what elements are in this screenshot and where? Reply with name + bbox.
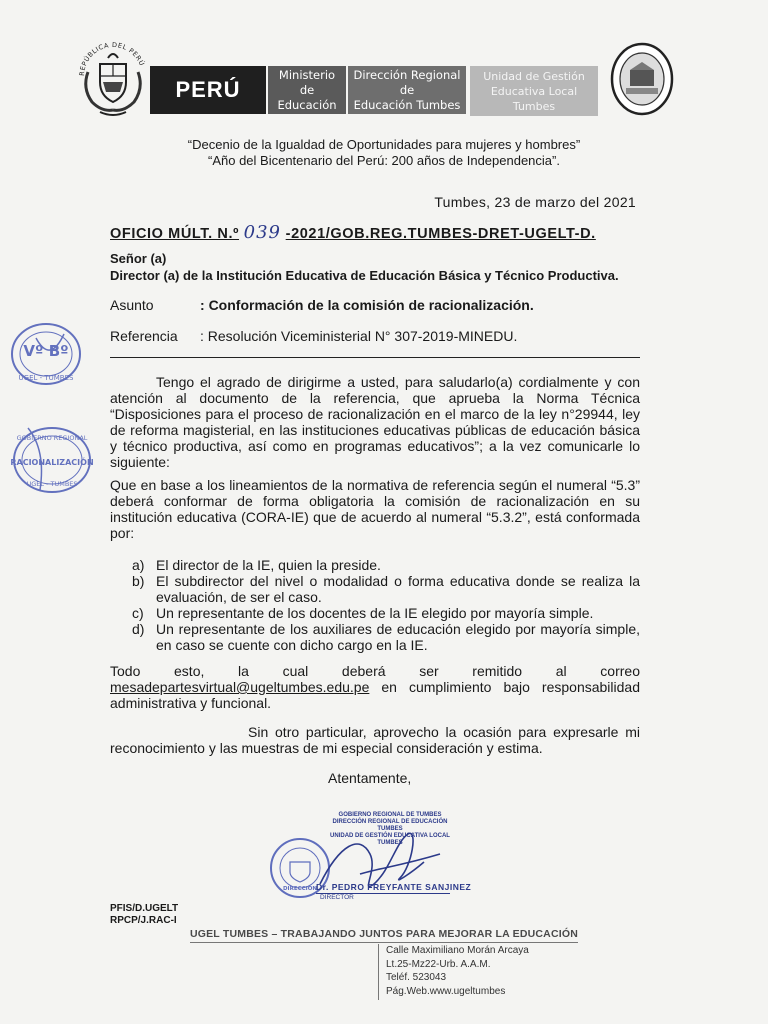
referencia-text: Resolución Viceministerial N° 307-2019-MINEDU. [207, 328, 518, 344]
email-line-start: Todo esto, la cual deberá ser remitido al correo [110, 663, 640, 679]
shield-caption: REPÚBLICA DEL PERÚ [77, 40, 147, 77]
ugel-logo-icon [610, 42, 674, 116]
ministerio-line2: de Educación [277, 82, 337, 112]
sig-stamp-text: DIRECCIÓN [282, 886, 318, 892]
stamp-ugel2-text: UGEL - TUMBES [26, 480, 78, 488]
signatory-role: DIRECTOR [320, 894, 354, 901]
oficio-number [110, 222, 596, 243]
paragraph-norma: Que en base a los lineamientos de la normativa de referencia según el numeral “5.3” deberá conformar de forma obligatoria la comisión de racionalización en su institución educativa (CORA-IE) que de acuerdo al numeral “5.3.2”, está conformada por: [110, 477, 640, 541]
list-item: c) Un representante de los docentes de la IE elegido por mayoría simple. [132, 605, 594, 621]
oficio-prefix: OFICIO MÚLT. N.º [110, 226, 240, 242]
footer-vertical-divider [378, 944, 379, 1000]
paragraph-closing: Sin otro particular, aprovecho la ocasión para expresarle mi reconocimiento y las muestras de mi especial consideración y estima. [110, 724, 640, 756]
asunto-text: Conformación de la comisión de racionalización. [208, 297, 534, 313]
asunto-label: Asunto [110, 297, 154, 313]
ugel-line3: Tumbes [512, 99, 556, 113]
list-item: d) Un representante de los auxiliares de educación elegido por mayoría simple, en caso se cuente con dicho cargo en la IE. [132, 621, 640, 653]
peru-banner [150, 66, 266, 114]
initials-line1: PFIS/D.UGELT [110, 903, 179, 914]
footer-divider [190, 942, 578, 943]
oficio-suffix: -2021/GOB.REG.TUMBES-DRET-UGELT-D. [285, 226, 596, 242]
addressee-line1: Señor (a) [110, 251, 167, 266]
referencia-label: Referencia [110, 328, 178, 344]
addressee-line2: Director (a) de la Institución Educativa de Educación Básica y Técnico Productiva. [110, 268, 619, 283]
oficio-handwritten-number: 039 [243, 222, 282, 243]
email-line-end: en cumplimiento bajo responsabilidad administrativa y funcional. [110, 679, 640, 711]
peru-label: PERÚ [175, 77, 241, 102]
members-list [132, 557, 640, 653]
list-item: a) El director de la IE, quien la preside. [132, 557, 381, 573]
sig-line1: GOBIERNO REGIONAL DE TUMBES [338, 812, 442, 818]
footer-address [386, 944, 529, 998]
dret-line2: Educación Tumbes [353, 97, 461, 112]
peru-coat-of-arms-icon [74, 36, 152, 118]
footer-addr1: Calle Maximiliano Morán Arcaya [386, 945, 529, 956]
decenio-line1: “Decenio de la Igualdad de Oportunidades para mujeres y hombres” [187, 137, 581, 152]
visto-bueno-stamp-icon [6, 318, 96, 388]
document-date: Tumbes, 23 de marzo del 2021 [434, 194, 636, 210]
footer-addr3: Teléf. 523043 [386, 972, 447, 983]
divider [110, 357, 640, 358]
decenio-heading [0, 137, 768, 169]
sig-line3: UNIDAD DE GESTIÓN EDUCATIVA LOCAL TUMBES [330, 833, 450, 846]
signatory-name: Dr. PEDRO FREYFANTE SANJINEZ [316, 882, 472, 892]
footer-addr4: Pág.Web.www.ugeltumbes [386, 985, 506, 997]
stamp-gobierno-text: GOBIERNO REGIONAL [16, 434, 88, 442]
stamp-ugel-text: UGEL - TUMBES [18, 374, 74, 382]
footer-slogan: UGEL TUMBES – TRABAJANDO JUNTOS PARA MEJORAR LA EDUCACIÓN [189, 928, 579, 940]
email-link[interactable]: mesadepartesvirtual@ugeltumbes.edu.pe [110, 679, 370, 695]
dret-line1: Dirección Regional de [353, 67, 461, 97]
stamp-racionalizacion-text: RACIONALIZACIÓN [10, 458, 94, 467]
paragraph-intro: Tengo el agrado de dirigirme a usted, para saludarlo(a) cordialmente y con atención al documento de la referencia, que aprueba la Norma Técnica “Disposiciones para el proceso de racionalización en el marco de la ley n°29944, ley de reforma magisterial, en las instituciones educativas públicas de educación básica y técnico productiva, así como en programas educativos”; a la vez comunicarle lo siguiente: [110, 374, 640, 470]
asunto-value: : Conformación de la comisión de racionalización. [200, 297, 534, 313]
ugel-banner [470, 66, 598, 116]
list-item: b) El subdirector del nivel o modalidad o forma educativa donde se realiza la evaluación, de ser el caso. [132, 573, 640, 605]
stamp-vobo-text: Vº Bº [23, 342, 69, 360]
addressee-block [110, 250, 619, 284]
decenio-line2: “Año del Bicentenario del Perú: 200 años de Independencia”. [208, 153, 560, 168]
racionalizacion-stamp-icon [6, 420, 102, 496]
ministerio-banner [268, 66, 346, 114]
initials-line2: RPCP/J.RAC-I [110, 915, 177, 926]
ministerio-line1: Ministerio [278, 67, 336, 82]
paragraph-email [110, 663, 640, 711]
closing-salutation: Atentamente, [328, 770, 412, 786]
dret-banner [348, 66, 466, 114]
footer-addr2: Lt.25-Mz22-Urb. A.A.M. [386, 958, 491, 970]
reference-initials [110, 903, 178, 927]
ugel-line1: Unidad de Gestión [483, 69, 585, 83]
referencia-value: : Resolución Viceministerial N° 307-2019-MINEDU. [200, 328, 518, 344]
ugel-line2: Educativa Local [490, 84, 578, 98]
sig-line2: DIRECCIÓN REGIONAL DE EDUCACIÓN TUMBES [332, 819, 448, 832]
